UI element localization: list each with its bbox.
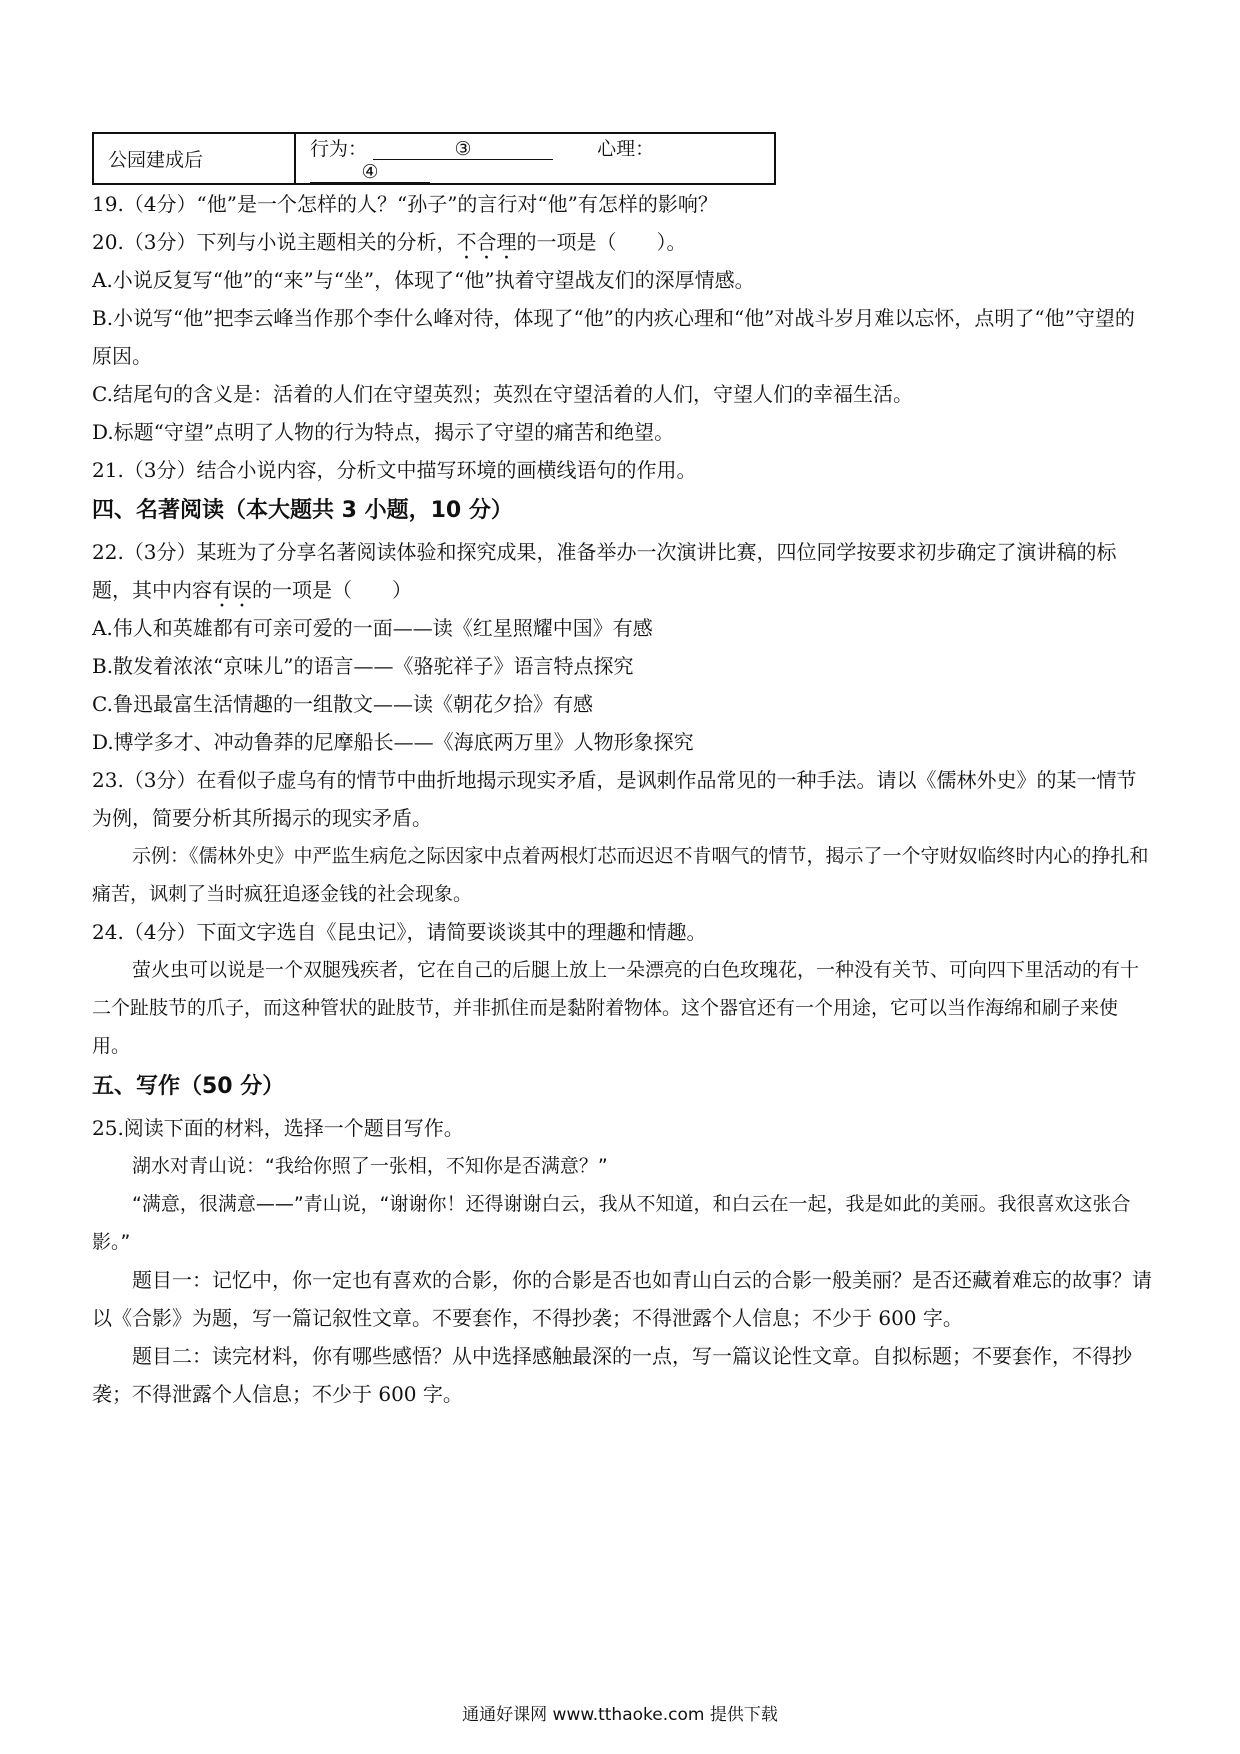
option-b: B.散发着浓浓“京味儿”的语言——《骆驼祥子》语言特点探究: [92, 654, 634, 678]
mind-blank: ④: [310, 162, 430, 183]
behavior-label: 行为：: [310, 138, 368, 160]
section-heading: 五、写作（50 分）: [92, 1074, 285, 1099]
option-a: A.小说反复写“他”的“来”与“坐”，体现了“他”执着守望战友们的深厚情感。: [92, 268, 755, 292]
material-quote-1: 湖水对青山说：“我给你照了一张相，不知你是否满意？”: [132, 1155, 608, 1177]
emphasis-char: 合: [476, 230, 497, 254]
question-25-stem: 25.阅读下面的材料，选择一个题目写作。: [92, 1116, 464, 1140]
option-b: B.小说写“他”把李云峰当作那个李什么峰对待，体现了“他”的内疚心理和“他”对战斗岁月难以忘怀，点明了“他”守望的原因。: [92, 306, 1135, 368]
question-20-stem: 20.（3分）下列与小说主题相关的分析，不合理的一项是（ ）。: [92, 230, 687, 254]
option-a: A.伟人和英雄都有可亲可爱的一面——读《红星照耀中国》有感: [92, 616, 653, 640]
page-footer: 通通好课网 www.tthaoke.com 提供下载: [462, 1705, 778, 1725]
answer-table: [92, 132, 776, 185]
exam-page: [92, 132, 1152, 1413]
question-19: 19.（4分）“他”是一个怎样的人？“孙子”的言行对“他”有怎样的影响？: [92, 192, 718, 216]
question-24-stem: 24.（4分）下面文字选自《昆虫记》，请简要谈谈其中的理趣和情趣。: [92, 920, 707, 944]
option-d: D.标题“守望”点明了人物的行为特点，揭示了守望的痛苦和绝望。: [92, 420, 675, 444]
fill-cell: [295, 133, 775, 184]
section-heading: 四、名著阅读（本大题共 3 小题，10 分）: [92, 498, 513, 523]
question-21: 21.（3分）结合小说内容，分析文中描写环境的画横线语句的作用。: [92, 458, 697, 482]
writing-topic-2: 题目二：读完材料，你有哪些感悟？从中选择感触最深的一点，写一篇议论性文章。自拟标题；不要套作，不得抄袭；不得泄露个人信息；不少于 600 字。: [92, 1344, 1132, 1406]
emphasis-char: 不: [456, 230, 477, 254]
mind-label: 心理：: [597, 138, 655, 160]
table-row: [93, 133, 775, 184]
writing-topic-1: 题目一：记忆中，你一定也有喜欢的合影，你的合影是否也如青山白云的合影一般美丽？是否还藏着难忘的故事？请以《合影》为题，写一篇记叙性文章。不要套作，不得抄袭；不得泄露个人信息；不少于 600 字。: [92, 1268, 1152, 1330]
emphasis-char: 有: [212, 578, 232, 602]
row-label: 公园建成后: [93, 133, 295, 184]
option-d: D.博学多才、冲动鲁莽的尼摩船长——《海底两万里》人物形象探究: [92, 730, 694, 754]
question-22-stem: 22.（3分）某班为了分享名著阅读体验和探究成果，准备举办一次演讲比赛，四位同学按要求初步确定了演讲稿的标题，其中内容有误的一项是（ ）: [92, 540, 1117, 602]
question-24-passage: 萤火虫可以说是一个双腿残疾者，它在自己的后腿上放上一朵漂亮的白色玫瑰花，一种没有关节、可向四下里活动的有十二个趾肢节的爪子，而这种管状的趾肢节，并非抓住而是黏附着物体。这个器官还有一个用途，它可以当作海绵和刷子来使用。: [92, 959, 1140, 1057]
option-c: C.结尾句的含义是：活着的人们在守望英烈；英烈在守望活着的人们，守望人们的幸福生活。: [92, 382, 913, 406]
question-23-example: 示例：《儒林外史》中严监生病危之际因家中点着两根灯芯而迟迟不肯咽气的情节，揭示了一个守财奴临终时内心的挣扎和痛苦，讽刺了当时疯狂追逐金钱的社会现象。: [92, 845, 1149, 905]
question-23-stem: 23.（3分）在看似子虚乌有的情节中曲折地揭示现实矛盾，是讽刺作品常见的一种手法。请以《儒林外史》的某一情节为例，简要分析其所揭示的现实矛盾。: [92, 768, 1137, 830]
behavior-blank: ③: [373, 139, 553, 160]
material-quote-2: “满意，很满意——”青山说，“谢谢你！还得谢谢白云，我从不知道，和白云在一起，我是如此的美丽。我很喜欢这张合影。”: [92, 1193, 1131, 1253]
emphasis-char: 理: [496, 230, 517, 254]
option-c: C.鲁迅最富生活情趣的一组散文——读《朝花夕拾》有感: [92, 692, 593, 716]
emphasis-char: 误: [232, 578, 252, 602]
